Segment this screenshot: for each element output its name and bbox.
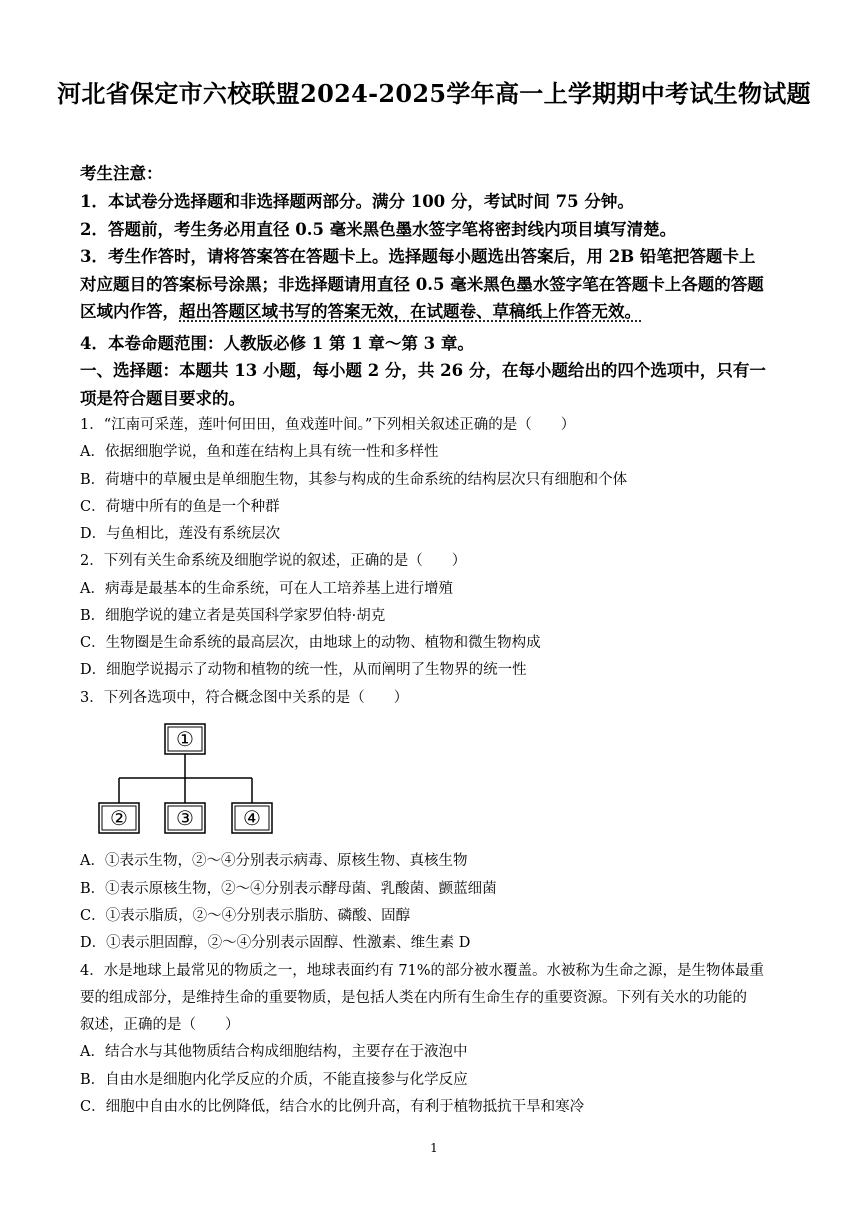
diagram-label-4: ④ — [243, 806, 261, 830]
diagram-label-2: ② — [110, 806, 128, 830]
notice-item-3-end — [80, 298, 800, 322]
notice-item-3-end-emphasis: 超出答题区域书写的答案无效，在试题卷、草稿纸上作答无效。 — [179, 302, 641, 321]
q4-option-c: C．细胞中自由水的比例降低，结合水的比例升高，有利于植物抵抗干旱和寒冷 — [80, 1099, 585, 1115]
q4-stem-line-3: 叙述，正确的是（ ） — [80, 1017, 240, 1033]
q3-option-a: A．①表示生物，②～④分别表示病毒、原核生物、真核生物 — [80, 853, 468, 869]
notice-item-2: 2．答题前，考生务必用直径 0.5 毫米黑色墨水签字笔将密封线内项目填写清楚。 — [80, 220, 677, 239]
diagram-label-3: ③ — [176, 806, 194, 830]
notice-item-3-end-plain: 区域内作答， — [80, 302, 179, 321]
page-number: 1 — [430, 1141, 438, 1155]
notice-item-3: 3．考生作答时，请将答案答在答题卡上。选择题每小题选出答案后，用 2B 铅笔把答题卡上 — [80, 247, 756, 266]
q3-option-c: C．①表示脂质，②～④分别表示脂肪、磷酸、固醇 — [80, 908, 411, 924]
notice-item-1: 1．本试卷分选择题和非选择题两部分。满分 100 分，考试时间 75 分钟。 — [80, 192, 634, 211]
q3-option-b: B．①表示原核生物，②～④分别表示酵母菌、乳酸菌、颤蓝细菌 — [80, 881, 497, 897]
q2-option-a: A．病毒是最基本的生命系统，可在人工培养基上进行增殖 — [80, 581, 453, 597]
notice-heading: 考生注意： — [80, 164, 163, 183]
q1-stem: 1．“江南可采莲，莲叶何田田，鱼戏莲叶间。”下列相关叙述正确的是（ ） — [80, 417, 576, 433]
q2-stem: 2．下列有关生命系统及细胞学说的叙述，正确的是（ ） — [80, 553, 467, 569]
q4-stem-line-1: 4．水是地球上最常见的物质之一，地球表面约有 71%的部分被水覆盖。水被称为生命之源，是生物体最重 — [80, 963, 765, 979]
exam-title: 河北省保定市六校联盟2024-2025学年高一上学期期中考试生物试题 — [57, 79, 811, 108]
q1-option-b: B．荷塘中的草履虫是单细胞生物，其参与构成的生命系统的结构层次只有细胞和个体 — [80, 472, 628, 488]
q1-option-c: C．荷塘中所有的鱼是一个种群 — [80, 499, 280, 515]
notice-item-4: 4．本卷命题范围：人教版必修 1 第 1 章～第 3 章。 — [80, 334, 474, 353]
concept-diagram — [96, 718, 278, 838]
q2-option-d: D．细胞学说揭示了动物和植物的统一性，从而阐明了生物界的统一性 — [80, 662, 527, 678]
q4-option-a: A．结合水与其他物质结合构成细胞结构，主要存在于液泡中 — [80, 1044, 468, 1060]
q3-stem: 3．下列各选项中，符合概念图中关系的是（ ） — [80, 690, 409, 706]
q4-stem-line-2: 要的组成部分，是维持生命的重要物质，是包括人类在内所有生命生存的重要资源。下列有关水的功能的 — [80, 990, 747, 1006]
diagram-label-1: ① — [176, 727, 194, 751]
q1-option-d: D．与鱼相比，莲没有系统层次 — [80, 526, 281, 542]
q2-option-c: C．生物圈是生命系统的最高层次，由地球上的动物、植物和微生物构成 — [80, 635, 541, 651]
q3-option-d: D．①表示胆固醇，②～④分别表示固醇、性激素、维生素 D — [80, 935, 471, 951]
notice-item-3-cont: 对应题目的答案标号涂黑；非选择题请用直径 0.5 毫米黑色墨水签字笔在答题卡上各题的答题 — [80, 275, 764, 294]
q1-option-a: A．依据细胞学说，鱼和莲在结构上具有统一性和多样性 — [80, 444, 439, 460]
q4-option-b: B．自由水是细胞内化学反应的介质，不能直接参与化学反应 — [80, 1072, 468, 1088]
section1-heading: 一、选择题：本题共 13 小题，每小题 2 分，共 26 分，在每小题给出的四个选项中，只有一 — [80, 361, 766, 380]
section1-heading-cont: 项是符合题目要求的。 — [80, 389, 245, 408]
q2-option-b: B．细胞学说的建立者是英国科学家罗伯特·胡克 — [80, 608, 386, 624]
